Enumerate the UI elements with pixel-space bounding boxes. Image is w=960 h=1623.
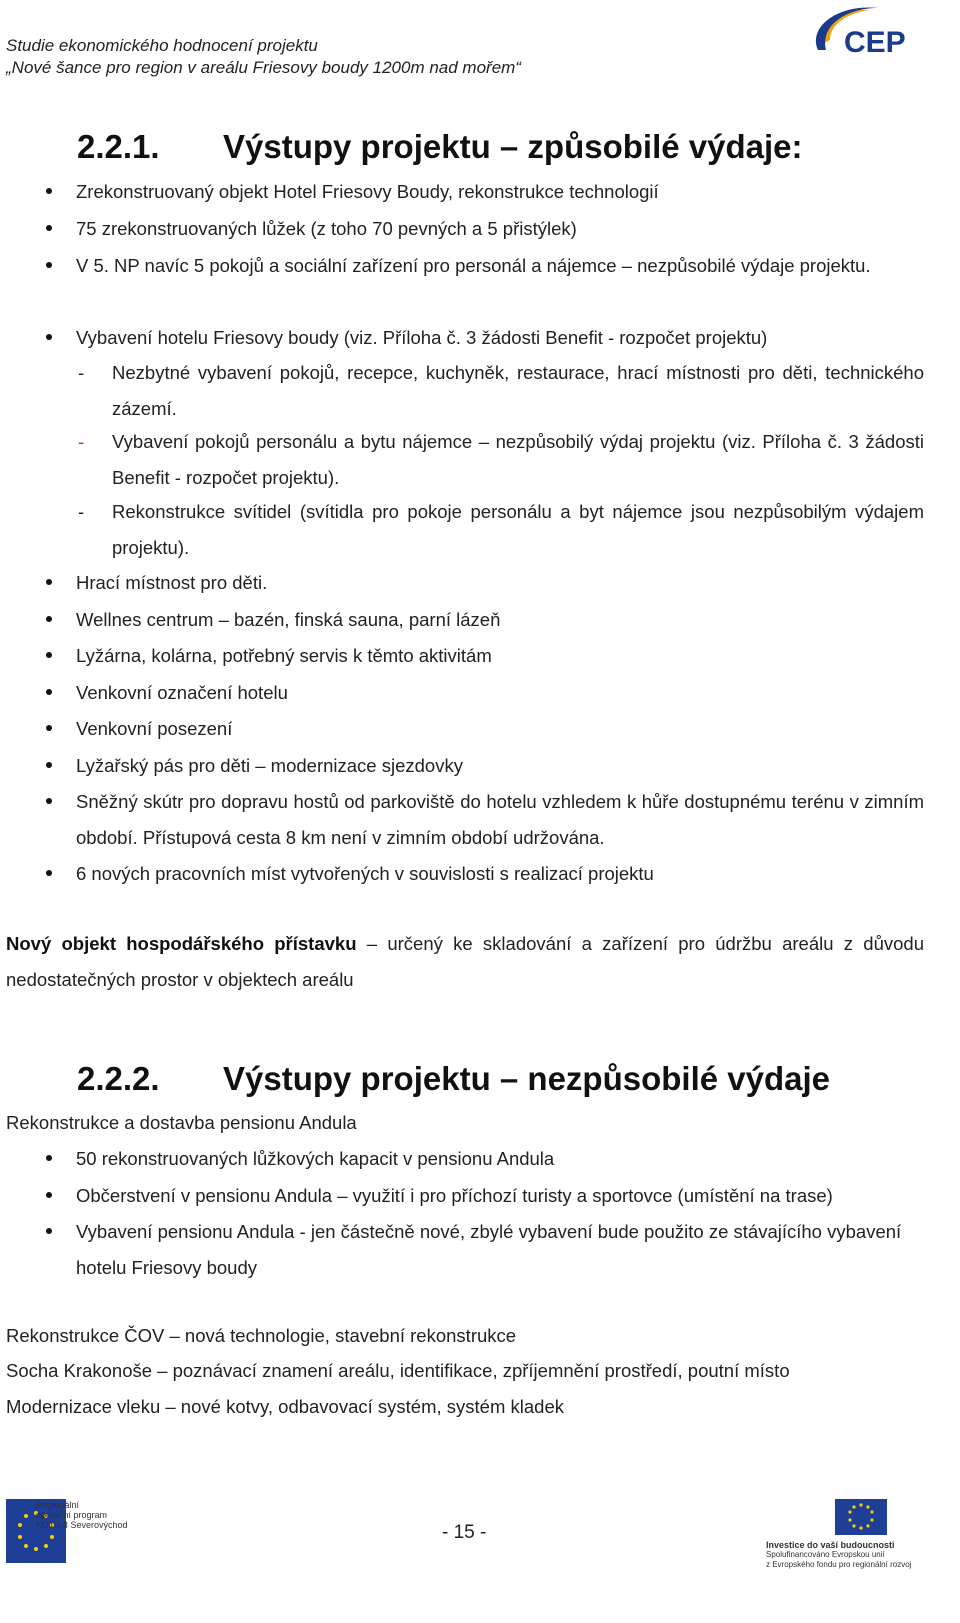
sub-list-item: Rekonstrukce svítidel (svítidla pro pokoje personálu a byt nájemce jsou nezpůsobilým výdajem projektu). (112, 501, 924, 558)
eu-logo-line: z Evropského fondu pro regionální rozvoj (766, 1560, 912, 1569)
list-item: V 5. NP navíc 5 pokojů a sociální zařízení pro personál a nájemce – nezpůsobilé výdaje projektu. (76, 255, 871, 276)
bullet-icon (46, 334, 52, 340)
text-line: Rekonstrukce ČOV – nová technologie, stavební rekonstrukce (6, 1325, 517, 1346)
dash-marker: - (78, 501, 85, 522)
cep-logo-text: CEP (844, 26, 906, 59)
rop-logo-line: NUTS II Severovýchod (36, 1520, 128, 1530)
bullet-icon (46, 725, 52, 731)
page-number: - 15 - (442, 1522, 487, 1543)
section-heading-2 (77, 1060, 830, 1098)
dash-marker: - (78, 362, 85, 383)
bullet-icon (46, 652, 52, 658)
section-number-2: 2.2.2. (77, 1060, 160, 1097)
bullet-icon (46, 798, 52, 804)
section2-intro: Rekonstrukce a dostavba pensionu Andula (6, 1112, 357, 1133)
bullet-icon (46, 689, 52, 695)
bullet-icon (46, 188, 52, 194)
section-title-1: Výstupy projektu – způsobilé výdaje: (223, 128, 803, 165)
list-item: 6 nových pracovních míst vytvořených v souvislosti s realizací projektu (76, 863, 654, 884)
bullet-icon (46, 262, 52, 268)
header-project-title: „Nové šance pro region v areálu Friesovy boudy 1200m nad mořem“ (6, 58, 521, 77)
header-study-title: Studie ekonomického hodnocení projektu (6, 36, 318, 55)
bullet-icon (46, 1192, 52, 1198)
bullet-icon (46, 762, 52, 768)
rop-logo-line: operační program (36, 1510, 108, 1520)
section-number-1: 2.2.1. (77, 128, 160, 165)
dash-marker: - (78, 431, 85, 452)
bullet-icon (46, 870, 52, 876)
bullet-icon (46, 616, 52, 622)
list-item: Lyžárna, kolárna, potřebný servis k těmto aktivitám (76, 645, 492, 666)
paragraph-rest: – určený ke skladování a zařízení pro údržbu areálu z důvodu nedostatečných prostor v objektech areálu (6, 933, 924, 990)
section-title-2: Výstupy projektu – nezpůsobilé výdaje (223, 1060, 831, 1097)
bullet-icon (46, 579, 52, 585)
eu-logo-line: Spolufinancováno Evropskou unií (766, 1550, 885, 1559)
eu-flag-right-icon (835, 1499, 887, 1535)
rop-logo-text (36, 1500, 128, 1530)
section-heading-1 (77, 128, 802, 166)
list-item: Vybavení pensionu Andula - jen částečně nové, zbylé vybavení bude použito ze stávajícího vybavení hotelu Friesovy boudy (76, 1221, 902, 1278)
cep-logo (808, 4, 930, 66)
bullet-icon (46, 225, 52, 231)
list-item: Venkovní posezení (76, 718, 233, 739)
list-item: Hrací místnost pro děti. (76, 572, 268, 593)
list-item: Venkovní označení hotelu (76, 682, 288, 703)
paragraph-bold-lead: Nový objekt hospodářského přístavku (6, 933, 357, 954)
list-item: Lyžařský pás pro děti – modernizace sjezdovky (76, 755, 463, 776)
cep-logo-graphic (808, 4, 930, 66)
bullet-icon (46, 1228, 52, 1234)
list-item: Wellnes centrum – bazén, finská sauna, parní lázeň (76, 609, 501, 630)
eu-logo-text (766, 1540, 952, 1570)
text-line: Socha Krakonoše – poznávací znamení areálu, identifikace, zpříjemnění prostředí, poutní místo (6, 1360, 790, 1381)
list-item: Zrekonstruovaný objekt Hotel Friesovy Boudy, rekonstrukce technologií (76, 181, 659, 202)
list-item: Vybavení hotelu Friesovy boudy (viz. Příloha č. 3 žádosti Benefit - rozpočet projektu) (76, 327, 768, 348)
sub-list-item: Vybavení pokojů personálu a bytu nájemce – nezpůsobilý výdaj projektu (viz. Příloha č. 3 žádosti Benefit - rozpočet projektu). (112, 431, 924, 488)
list-item: 75 zrekonstruovaných lůžek (z toho 70 pevných a 5 přistýlek) (76, 218, 577, 239)
list-item: Občerstvení v pensionu Andula – využití i pro příchozí turisty a sportovce (umístění na trase) (76, 1185, 833, 1206)
sub-list-item: Nezbytné vybavení pokojů, recepce, kuchyněk, restaurace, hrací místnosti pro děti, technického zázemí. (112, 362, 924, 419)
list-item: 50 rekonstruovaných lůžkových kapacit v pensionu Andula (76, 1148, 555, 1169)
list-item: Sněžný skútr pro dopravu hostů od parkoviště do hotelu vzhledem k hůře dostupnému terénu v zimním období. Přístupová cesta 8 km není v zimním období udržována. (76, 791, 924, 848)
text-line: Modernizace vleku – nové kotvy, odbavovací systém, systém kladek (6, 1396, 564, 1417)
eu-logo-line: Investice do vaší budoucnosti (766, 1540, 895, 1550)
rop-logo-line: Regionální (36, 1500, 80, 1510)
bullet-icon (46, 1155, 52, 1161)
paragraph-storage-building (6, 926, 924, 998)
